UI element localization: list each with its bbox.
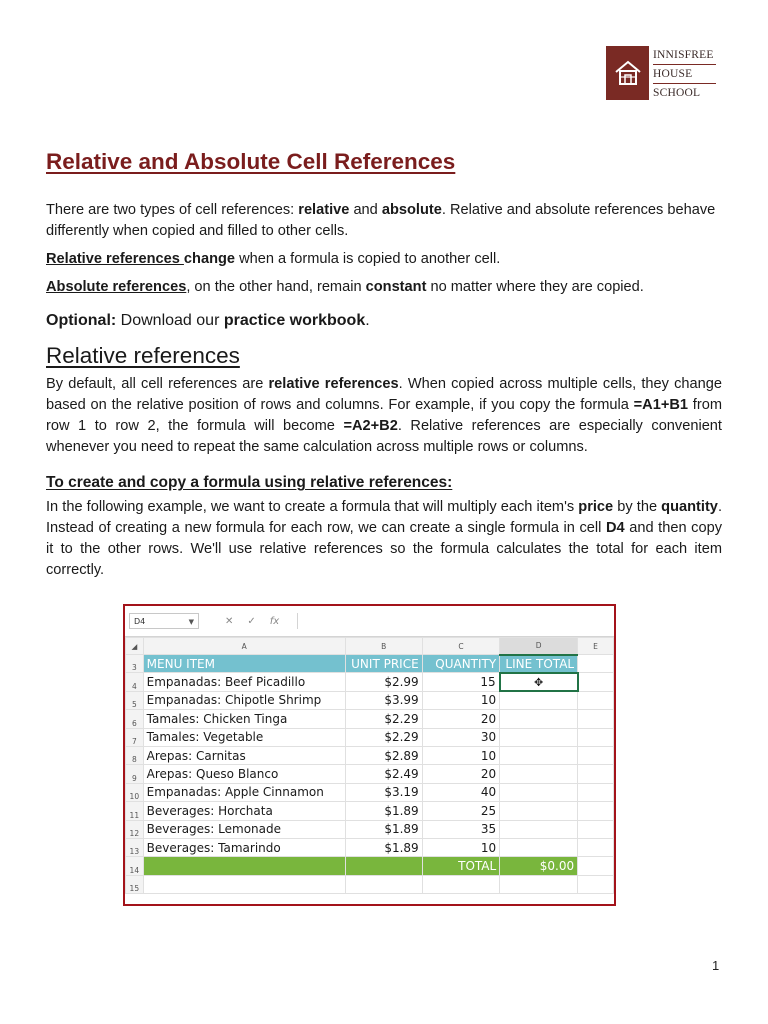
column-header[interactable]: D — [500, 638, 578, 655]
school-logo — [606, 46, 716, 102]
bold-term: price — [578, 499, 614, 515]
cell[interactable] — [578, 838, 614, 856]
bold-term: relative — [298, 202, 350, 218]
row-header[interactable]: 7 — [126, 728, 144, 746]
price-cell[interactable]: $2.29 — [345, 728, 422, 746]
item-cell[interactable]: Beverages: Horchata — [143, 802, 345, 820]
line-total-cell[interactable] — [500, 820, 578, 838]
line-total-cell[interactable] — [500, 783, 578, 801]
line-total-cell[interactable] — [500, 710, 578, 728]
select-all-corner[interactable]: ◢ — [126, 638, 144, 655]
formula-icons — [225, 613, 279, 629]
text: . — [365, 312, 370, 329]
quantity-cell[interactable]: 25 — [422, 802, 500, 820]
quantity-cell[interactable]: 10 — [422, 838, 500, 856]
total-value-cell[interactable]: $0.00 — [500, 857, 578, 875]
price-cell[interactable]: $2.49 — [345, 765, 422, 783]
row-header[interactable]: 9 — [126, 765, 144, 783]
sheet-table — [125, 637, 614, 894]
text: By default, all cell references are — [46, 376, 269, 392]
row-header[interactable]: 15 — [126, 875, 144, 893]
cell[interactable] — [143, 857, 345, 875]
text: and then copy it to the other rows. We'll use relative references so the formula calculates the total for each item correctly. — [46, 520, 723, 578]
logo-text — [653, 46, 716, 102]
line-total-cell[interactable] — [500, 838, 578, 856]
line-total-cell[interactable] — [500, 691, 578, 709]
row-header[interactable]: 5 — [126, 691, 144, 709]
absolute-definition — [46, 277, 722, 298]
price-cell[interactable]: $2.89 — [345, 746, 422, 764]
cell[interactable] — [578, 783, 614, 801]
text: . Instead of creating a new formula for each row, we can create a single formula in cell — [46, 499, 722, 536]
table-row — [126, 765, 614, 783]
row-header[interactable]: 11 — [126, 802, 144, 820]
bold-term: Optional: — [46, 312, 117, 329]
row-header[interactable]: 4 — [126, 673, 144, 691]
cancel-icon[interactable]: ✕ — [225, 615, 234, 627]
formula-input[interactable] — [297, 613, 612, 629]
text: In the following example, we want to create a formula that will multiply each item's — [46, 499, 579, 515]
quantity-cell[interactable]: 20 — [422, 710, 500, 728]
column-header[interactable]: C — [422, 638, 500, 655]
section-paragraph — [46, 374, 722, 458]
price-cell[interactable]: $3.19 — [345, 783, 422, 801]
cell[interactable] — [578, 875, 614, 893]
item-cell[interactable]: Beverages: Tamarindo — [143, 838, 345, 856]
text: . When copied across multiple cells, they change based on the relative position of rows and columns. For example, if you copy the formula — [46, 376, 722, 413]
quantity-cell[interactable]: 30 — [422, 728, 500, 746]
section-heading: Relative references — [46, 343, 240, 368]
subsection-paragraph — [46, 497, 722, 581]
text: by the — [613, 499, 662, 515]
row-header[interactable]: 10 — [126, 783, 144, 801]
text: and — [349, 202, 382, 218]
cell[interactable] — [578, 820, 614, 838]
quantity-cell[interactable]: 10 — [422, 691, 500, 709]
subsection-heading: To create and copy a formula using relative references: — [46, 474, 453, 491]
price-cell[interactable]: $3.99 — [345, 691, 422, 709]
bold-term: =A2+B2 — [343, 418, 398, 434]
text: no matter where they are copied. — [426, 279, 644, 295]
header-cell[interactable]: MENU ITEM — [143, 655, 345, 673]
page-number: 1 — [712, 958, 720, 973]
cell-cursor-icon: ✥ — [534, 676, 544, 690]
cell[interactable] — [578, 802, 614, 820]
enter-icon[interactable]: ✓ — [247, 615, 256, 627]
column-header[interactable]: B — [345, 638, 422, 655]
cell[interactable] — [500, 875, 578, 893]
item-cell[interactable]: Tamales: Vegetable — [143, 728, 345, 746]
cell[interactable] — [345, 857, 422, 875]
item-cell[interactable]: Empanadas: Chipotle Shrimp — [143, 691, 345, 709]
row-header[interactable]: 8 — [126, 746, 144, 764]
bold-term: quantity — [661, 499, 718, 515]
name-box[interactable] — [129, 613, 199, 629]
column-header[interactable]: E — [578, 638, 614, 655]
price-cell[interactable]: $2.29 — [345, 710, 422, 728]
total-label-cell[interactable]: TOTAL — [422, 857, 500, 875]
text: . Relative references are especially convenient whenever you need to repeat the same calculation across multiple rows or columns. — [46, 418, 722, 455]
formula-bar — [125, 606, 614, 637]
line-total-cell[interactable] — [500, 728, 578, 746]
item-cell[interactable]: Arepas: Queso Blanco — [143, 765, 345, 783]
bold-term: relative references — [268, 376, 399, 392]
text: . Relative and absolute references behave differently when copied and filled to other cells. — [46, 202, 716, 239]
row-header[interactable]: 14 — [126, 857, 144, 875]
row-header[interactable]: 6 — [126, 710, 144, 728]
table-header-row — [126, 655, 614, 673]
spreadsheet-screenshot — [123, 604, 616, 906]
name-box-value: D4 — [134, 617, 146, 626]
selected-cell[interactable] — [500, 673, 578, 691]
cell[interactable] — [143, 875, 345, 893]
chevron-down-icon[interactable]: ▼ — [188, 618, 194, 626]
quantity-cell[interactable]: 35 — [422, 820, 500, 838]
price-cell[interactable]: $1.89 — [345, 820, 422, 838]
bold-term: constant — [365, 279, 427, 295]
item-cell[interactable]: Arepas: Carnitas — [143, 746, 345, 764]
line-total-cell[interactable] — [500, 765, 578, 783]
bold-term: absolute — [381, 202, 442, 218]
cell[interactable] — [578, 691, 614, 709]
relative-definition — [46, 249, 722, 270]
table-row — [126, 710, 614, 728]
column-header[interactable]: A — [143, 638, 345, 655]
logo-line: SCHOOL — [653, 87, 701, 99]
house-icon — [606, 46, 649, 100]
header-cell[interactable]: QUANTITY — [422, 655, 500, 673]
optional-line — [46, 310, 722, 331]
table-row — [126, 673, 614, 691]
item-cell[interactable]: Empanadas: Apple Cinnamon — [143, 783, 345, 801]
intro-paragraph — [46, 200, 722, 242]
cell[interactable] — [422, 875, 500, 893]
cell[interactable] — [578, 857, 614, 875]
header-cell[interactable]: UNIT PRICE — [345, 655, 422, 673]
underlined-term: Absolute references — [46, 279, 187, 295]
cell[interactable] — [578, 710, 614, 728]
text: from row 1 to row 2, the formula will become — [46, 397, 722, 434]
table-row — [126, 691, 614, 709]
practice-workbook-link[interactable]: practice workbook — [223, 312, 366, 329]
table-row — [126, 820, 614, 838]
price-cell[interactable]: $1.89 — [345, 838, 422, 856]
quantity-cell[interactable]: 15 — [422, 673, 500, 691]
cell[interactable] — [578, 673, 614, 691]
text: There are two types of cell references: — [46, 202, 299, 218]
text: Download our — [116, 312, 224, 329]
table-row — [126, 802, 614, 820]
item-cell[interactable]: Beverages: Lemonade — [143, 820, 345, 838]
price-cell[interactable]: $2.99 — [345, 673, 422, 691]
cell-grid — [125, 637, 614, 894]
table-row — [126, 783, 614, 801]
logo-line: INNISFREE — [653, 46, 716, 65]
line-total-cell[interactable] — [500, 746, 578, 764]
bold-term: =A1+B1 — [633, 397, 689, 413]
text: , on the other hand, remain — [186, 279, 366, 295]
quantity-cell[interactable]: 40 — [422, 783, 500, 801]
line-total-cell[interactable] — [500, 802, 578, 820]
total-row — [126, 857, 614, 875]
cell[interactable] — [578, 655, 614, 673]
page-title: Relative and Absolute Cell References — [46, 149, 456, 174]
bold-term: D4 — [605, 520, 625, 536]
logo-line: HOUSE — [653, 65, 716, 84]
column-header-row — [126, 638, 614, 655]
price-cell[interactable]: $1.89 — [345, 802, 422, 820]
cell[interactable] — [345, 875, 422, 893]
cell[interactable] — [578, 765, 614, 783]
empty-row — [126, 875, 614, 893]
row-header[interactable]: 13 — [126, 838, 144, 856]
text: when a formula is copied to another cell. — [235, 251, 501, 267]
table-row — [126, 728, 614, 746]
quantity-cell[interactable]: 10 — [422, 746, 500, 764]
row-header[interactable]: 12 — [126, 820, 144, 838]
cell[interactable] — [578, 728, 614, 746]
row-header[interactable]: 3 — [126, 655, 144, 673]
bold-term: change — [183, 251, 236, 267]
item-cell[interactable]: Tamales: Chicken Tinga — [143, 710, 345, 728]
item-cell[interactable]: Empanadas: Beef Picadillo — [143, 673, 345, 691]
quantity-cell[interactable]: 20 — [422, 765, 500, 783]
function-icon[interactable]: fx — [269, 615, 280, 627]
table-row — [126, 838, 614, 856]
header-cell[interactable]: LINE TOTAL — [500, 655, 578, 673]
cell[interactable] — [578, 746, 614, 764]
underlined-term: Relative references — [46, 251, 184, 267]
table-row — [126, 746, 614, 764]
